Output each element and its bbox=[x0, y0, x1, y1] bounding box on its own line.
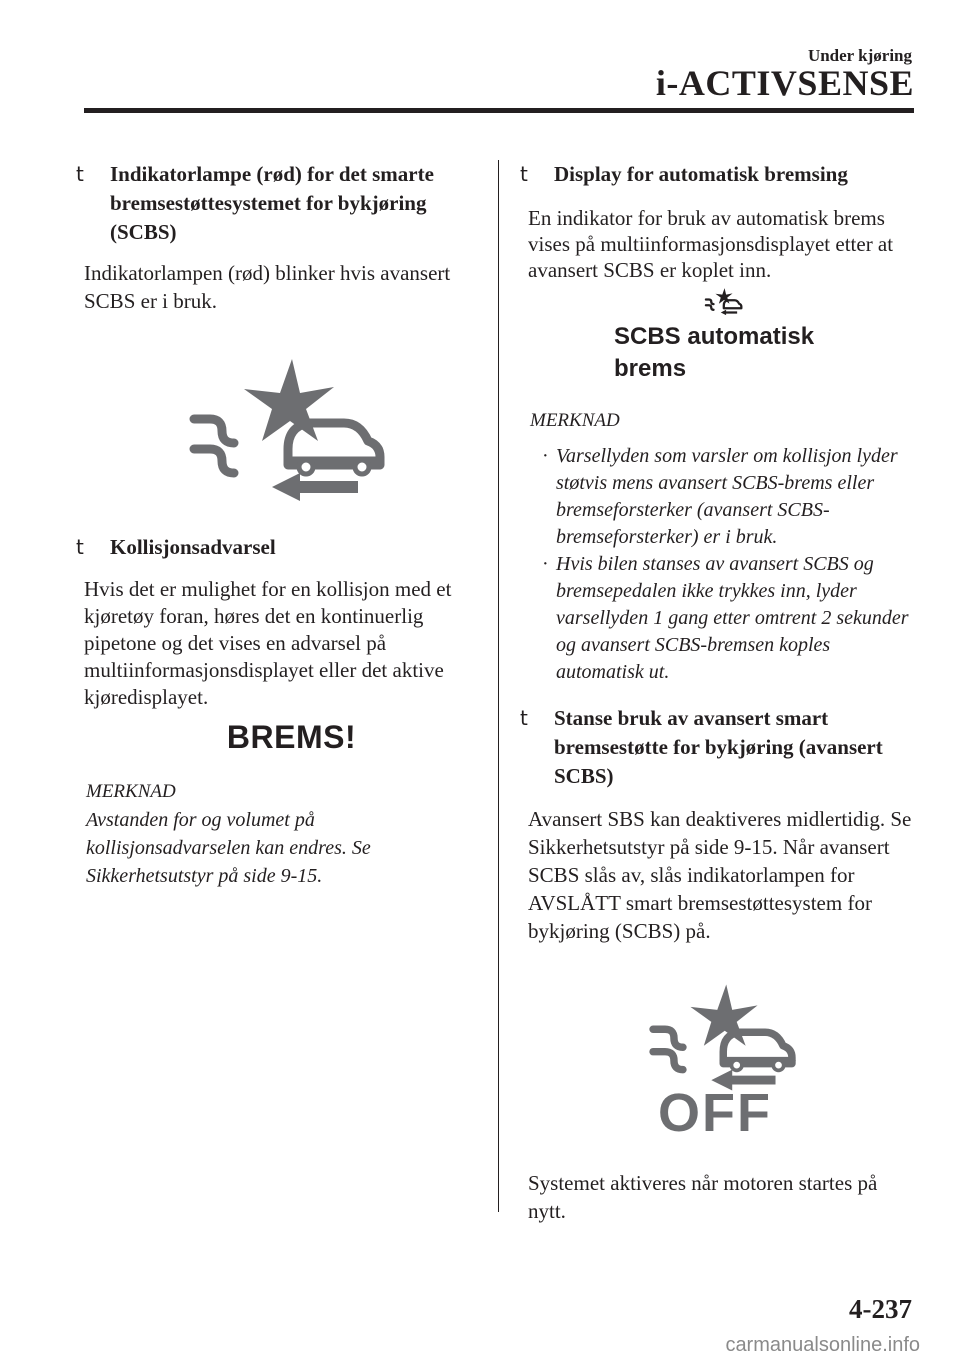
page-header-section: Under kjøring bbox=[807, 46, 912, 65]
scbs-display-line-2: brems bbox=[614, 355, 687, 382]
note-item: · Varsellyden som varsler om kollisjon lyder støtvis mens avansert SCBS-brems eller bremseforsterker (avansert SCBS-bremseforsterker) er i bruk. bbox=[546, 443, 913, 551]
section-body: Hvis det er mulighet for en kollisjon med et kjøretøy foran, høres det en kontinuerlig pipetone og det vises en advarsel på multiinformasjonsdisplayet eller det aktive kjøredisplayet. bbox=[84, 577, 452, 709]
right-column bbox=[518, 160, 913, 1225]
note-list bbox=[518, 443, 913, 686]
note-label: MERKNAD bbox=[530, 410, 620, 431]
brems-display-text: BREMS! bbox=[226, 719, 357, 755]
section-title: Kollisjonsadvarsel bbox=[110, 535, 276, 559]
section-marker: t bbox=[76, 162, 84, 186]
section-body-after: Systemet aktiveres når motoren startes på nytt. bbox=[528, 1171, 878, 1223]
section-marker: t bbox=[76, 535, 84, 559]
watermark: carmanualsonline.info bbox=[725, 1334, 920, 1356]
section-title: Display for automatisk bremsing bbox=[554, 162, 848, 186]
section-marker: t bbox=[520, 162, 528, 186]
scbs-auto-brake-icon bbox=[704, 287, 913, 317]
section-title: Stanse bruk av avansert smart bremsestøtte for bykjøring (avansert SCBS) bbox=[554, 706, 883, 788]
scbs-off-icon bbox=[644, 983, 804, 1143]
section-heading-scbs-indicator bbox=[74, 160, 469, 247]
note-text: Avstanden for og volumet på kollisjonsadvarselen kan endres. Se Sikkerhetsutstyr på side 9-15. bbox=[86, 809, 371, 887]
section-title: Indikatorlampe (rød) for det smarte bremsestøttesystemet for bykjøring (SCBS) bbox=[110, 162, 434, 244]
section-heading-disable-scbs bbox=[518, 704, 913, 791]
left-column bbox=[74, 160, 469, 890]
section-body: Indikatorlampen (rød) blinker hvis avansert SCBS er i bruk. bbox=[84, 261, 451, 313]
section-marker: t bbox=[520, 706, 528, 730]
section-body: En indikator for bruk av automatisk brems vises på multiinformasjonsdisplayet etter at avansert SCBS er koplet inn. bbox=[528, 206, 894, 282]
off-label: OFF bbox=[658, 1083, 772, 1143]
note-item: · Hvis bilen stanses av avansert SCBS og bremsepedalen ikke trykkes inn, lyder varsellyden 1 gang etter omtrent 2 sekunder og avansert SCBS-bremsen koples automatisk ut. bbox=[546, 551, 913, 686]
page-header-chapter: i-ACTIVSENSE bbox=[655, 63, 914, 103]
page-number: 4-237 bbox=[849, 1294, 912, 1324]
scbs-warning-icon bbox=[184, 357, 469, 507]
column-divider bbox=[498, 160, 499, 1212]
section-heading-auto-brake-display bbox=[518, 160, 913, 189]
scbs-display-line-1: SCBS automatisk bbox=[614, 323, 815, 350]
header-rule bbox=[84, 108, 914, 113]
section-heading-collision-warning bbox=[74, 533, 469, 562]
note-label: MERKNAD bbox=[86, 781, 176, 802]
section-body: Avansert SBS kan deaktiveres midlertidig. Se Sikkerhetsutstyr på side 9-15. Når avansert SCBS slås av, slås indikatorlampen for AVSLÅTT smart bremsestøttesystem for bykjøring (SCBS) på. bbox=[528, 807, 912, 943]
